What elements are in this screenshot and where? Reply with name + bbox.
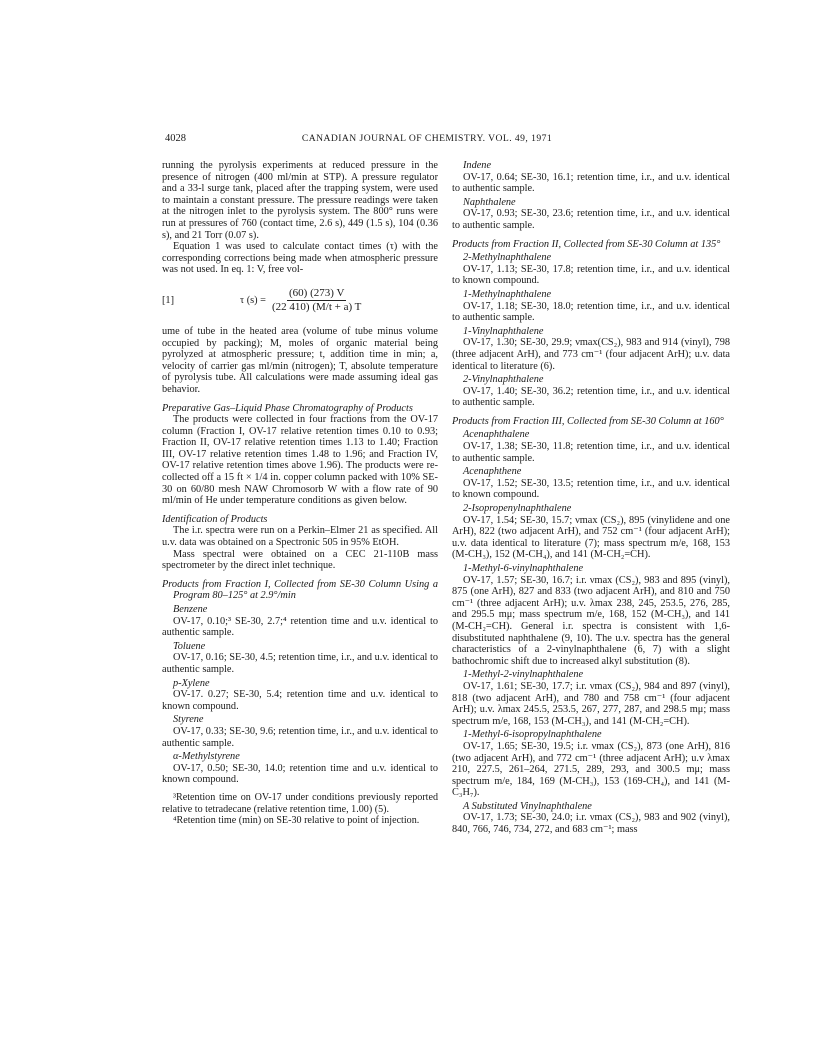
data-styrene: OV-17, 0.33; SE-30, 9.6; retention time, i.r., and u.v. identical to authentic sample. <box>162 725 438 749</box>
data-naphthalene: OV-17, 0.93; SE-30, 23.6; retention time, i.r., and u.v. identical to authentic sample. <box>452 208 730 231</box>
compound-acenaphthene: Acenaphthene <box>463 466 522 478</box>
right-column <box>452 160 730 836</box>
heading-fraction-1: Products from Fraction I, Collected from SE-30 Column Using a Program 80–125° at 2.9°/min <box>162 578 438 602</box>
paragraph-fractions: The products were collected in four fractions from the OV-17 column (Fraction I, OV-17 relative retention times 0.10 to 0.93; Fraction II, OV-17 relative retention times 1.13 to 1.40; Fraction III, OV-17 relative retention times 1.48 to 1.96; and Fraction IV, OV-17 relative retention times above 1.96). The products were re-collected off a 15 ft × 1/4 in. copper column packed with 10% SE-30 on 60/80 mesh NAW Chromosorb W with a flow rate of 90 ml/min of He under temperature conditions as given below. <box>162 414 438 507</box>
data-indene: OV-17, 0.64; SE-30, 16.1; retention time, i.r., and u.v. identical to authentic sample. <box>452 171 730 195</box>
compound-2-isopropenylnaphthalene: 2-Isopropenylnaphthalene <box>463 503 572 515</box>
compound-alpha-methylstyrene: α-Methylstyrene <box>173 751 240 763</box>
compound-1-methyl-6-vinylnaphthalene: 1-Methyl-6-vinylnaphthalene <box>463 563 584 574</box>
compound-benzene: Benzene <box>173 604 208 615</box>
compound-styrene: Styrene <box>173 714 204 726</box>
heading-fraction-2: Products from Fraction II, Collected from SE-30 Column at 135° <box>452 238 721 250</box>
compound-indene: Indene <box>463 160 492 171</box>
data-1-methyl-2-vinylnaphthalene: OV-17, 1.61; SE-30, 17.7; i.r. νmax (CS₂), 984 and 897 (vinyl), 818 (two adjacent ArH), and 780 and 758 cm⁻¹ (four adjacent ArH); u.v. λmax 245.5, 253.5, 267, 277, 287, and 298.5 mμ; mass spectrum m/e, 168, 153 (M-CH₃), and 141 (M-CH₂=CH). <box>452 680 730 727</box>
data-2-isopropenylnaphthalene: OV-17, 1.54; SE-30, 15.7; νmax (CS₂), 895 (vinylidene and one ArH), 822 (two adjacent ArH), and 752 cm⁻¹ (four adjacent ArH); u.v. data identical to literature (7); mass spectrum m/e, 168, 153 (M-CH₃), 152 (M-CH₄), and 141 (M-CH₂=CH). <box>452 514 730 561</box>
compound-p-xylene: p-Xylene <box>173 677 210 689</box>
data-1-methylnaphthalene: OV-17, 1.18; SE-30, 18.0; retention time, i.r., and u.v. identical to authentic sample. <box>452 300 730 324</box>
equation-numerator: (60) (273) V <box>287 288 346 302</box>
journal-title: CANADIAN JOURNAL OF CHEMISTRY. VOL. 49, 1971 <box>301 133 553 144</box>
equation-fraction <box>272 288 361 314</box>
heading-preparative-glc: Preparative Gas–Liquid Phase Chromatography of Products <box>162 402 413 414</box>
equation-denominator: (22 410) (M/t + a) T <box>272 301 362 314</box>
data-acenaphthene: OV-17, 1.52; SE-30, 13.5; retention time, i.r., and u.v. identical to known compound. <box>452 477 730 501</box>
compound-1-vinylnaphthalene: 1-Vinylnaphthalene <box>463 325 544 337</box>
paragraph-mass-spectra: Mass spectral were obtained on a CEC 21-110B mass spectrometer by the direct inlet technique. <box>162 548 438 572</box>
page-number: 4028 <box>165 133 186 144</box>
data-alpha-methylstyrene: OV-17, 0.50; SE-30, 14.0; retention time and u.v. identical to known compound. <box>162 762 438 786</box>
data-benzene: OV-17, 0.10;³ SE-30, 2.7;⁴ retention time and u.v. identical to authentic sample. <box>162 615 438 639</box>
data-p-xylene: OV-17. 0.27; SE-30, 5.4; retention time and u.v. identical to known compound. <box>162 689 438 712</box>
data-toluene: OV-17, 0.16; SE-30, 4.5; retention time, i.r., and u.v. identical to authentic sample. <box>162 652 438 675</box>
data-2-methylnaphthalene: OV-17, 1.13; SE-30, 17.8; retention time, i.r., and u.v. identical to known compound. <box>452 263 730 287</box>
compound-1-methylnaphthalene: 1-Methylnaphthalene <box>463 288 552 300</box>
compound-2-vinylnaphthalene: 2-Vinylnaphthalene <box>463 374 544 386</box>
footnotes <box>162 792 438 827</box>
data-substituted-vinylnaphthalene: OV-17, 1.73; SE-30, 24.0; i.r. νmax (CS₂), 983 and 902 (vinyl), 840, 766, 746, 734, 272, and 683 cm⁻¹; mass <box>452 812 730 836</box>
data-acenaphthalene: OV-17, 1.38; SE-30, 11.8; retention time, i.r., and u.v. identical to authentic sample. <box>452 441 730 464</box>
paragraph-equation-intro: Equation 1 was used to calculate contact times (τ) with the corresponding corrections being made when atmospheric pressure was not used. In eq. 1: V, free vol- <box>162 241 438 276</box>
paragraph-variables: ume of tube in the heated area (volume of tube minus volume occupied by packing); M, moles of organic material being pyrolyzed at atmospheric pressure; t, addition time in min; a, velocity of carrier gas ml/min (nitrogen); T, absolute temperature of pyrolysis tube. All calculations were made assuming ideal gas behavior. <box>162 325 438 395</box>
footnote-4: ⁴Retention time (min) on SE-30 relative to point of injection. <box>173 815 420 827</box>
running-header <box>165 133 638 145</box>
compound-substituted-vinylnaphthalene: A Substituted Vinylnaphthalene <box>463 800 592 812</box>
data-1-methyl-6-isopropylnaphthalene: OV-17, 1.65; SE-30, 19.5; i.r. νmax (CS₂), 873 (one ArH), 816 (two adjacent ArH), and 772 cm⁻¹ (three adjacent ArH); u.v λmax 210, 227.5, 261–264, 271.5, 289, 293, and 300.5 mμ; mass spectrum m/e, 184, 169 (M-CH₃), 153 (169-CH₄), and 141 (M-C₃H₇). <box>452 740 730 799</box>
compound-naphthalene: Naphthalene <box>463 196 516 208</box>
heading-identification: Identification of Products <box>162 513 268 525</box>
equation-1 <box>162 284 438 318</box>
equation-number: [1] <box>162 295 175 307</box>
paragraph-pressure: running the pyrolysis experiments at reduced pressure in the presence of nitrogen (400 ml/min at STP). A pressure regulator and a 33-l surge tank, placed after the trapping system, were used to maintain a constant pressure. The pressure readings were taken at the nitrogen inlet to the pyrolysis system. The 800° runs were run at pressures of 760 (contact time, 2.6 s), 449 (1.5 s), 104 (0.36 s), and 21 Torr (0.07 s). <box>162 160 438 241</box>
footnote-3: ³Retention time on OV-17 under conditions previously reported relative to tetradecane (relative retention time, 1.00) (5). <box>162 791 438 815</box>
heading-fraction-3: Products from Fraction III, Collected from SE-30 Column at 160° <box>452 415 724 427</box>
compound-1-methyl-2-vinylnaphthalene: 1-Methyl-2-vinylnaphthalene <box>463 669 584 681</box>
compound-toluene: Toluene <box>173 640 206 652</box>
left-column <box>162 160 438 827</box>
equation-lhs: τ (s) = <box>240 295 266 307</box>
compound-1-methyl-6-isopropylnaphthalene: 1-Methyl-6-isopropylnaphthalene <box>463 729 602 741</box>
paragraph-ir-uv: The i.r. spectra were run on a Perkin–Elmer 21 as specified. All u.v. data was obtained on a Spectronic 505 in 95% EtOH. <box>162 525 438 549</box>
compound-2-methylnaphthalene: 2-Methylnaphthalene <box>463 252 552 264</box>
data-1-vinylnaphthalene: OV-17, 1.30; SE-30, 29.9; νmax(CS₂), 983 and 914 (vinyl), 798 (three adjacent ArH), and 773 cm⁻¹ (four adjacent ArH); u.v. data identical to literature (6). <box>452 337 730 372</box>
compound-acenaphthalene: Acenaphthalene <box>463 429 530 441</box>
data-1-methyl-6-vinylnaphthalene: OV-17, 1.57; SE-30, 16.7; i.r. νmax (CS₂), 983 and 895 (vinyl), 875 (one ArH), 827 and 833 (two adjacent ArH), and 810 and 750 cm⁻¹ (three adjacent ArH); u.v. λmax 238, 245, 253.5, 276, 285, and 295.5 mμ; mass spectrum m/e, 168, 152 (M-CH₃), and 141 (M-CH₂=CH). General i.r. spectra is consistent with 1,6-disubstituted naphthalene (9, 10). The u.v. spectra has the general characteristics of a 2-vinylnaphthalene (6, 7) with a slight bathochromic shift due to increased alkyl substitution (8). <box>452 574 730 667</box>
data-2-vinylnaphthalene: OV-17, 1.40; SE-30, 36.2; retention time, i.r., and u.v. identical to authentic sample. <box>452 385 730 409</box>
